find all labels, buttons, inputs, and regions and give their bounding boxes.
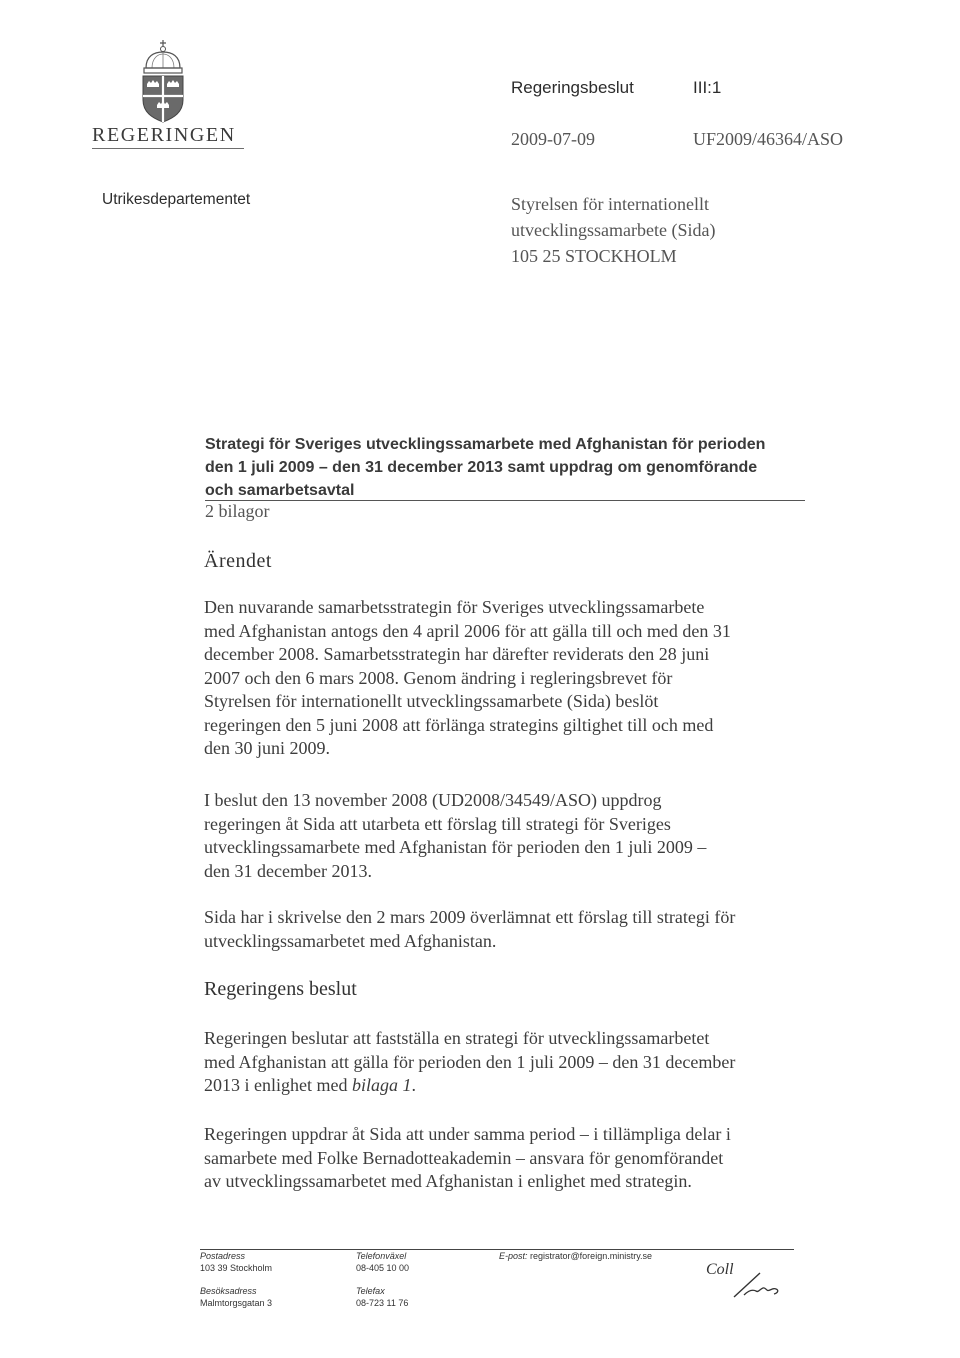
subject-divider [205, 500, 805, 501]
footer-value: 08-723 11 76 [356, 1298, 409, 1308]
paragraph-line: regeringen den 5 juni 2008 att förlänga strategins giltighet till och med [204, 714, 714, 735]
recipient-line: utvecklingssamarbete (Sida) [511, 220, 716, 240]
paragraph-line: den 30 juni 2009. [204, 738, 330, 758]
footer-postal-address [200, 1250, 272, 1274]
paragraph-line: Den nuvarande samarbetsstrategin för Sveriges utvecklingssamarbete [204, 597, 705, 617]
paragraph-line: Sida har i skrivelse den 2 mars 2009 överlämnat ett förslag till strategi för [204, 907, 736, 927]
paragraph-line: Regeringen uppdrar åt Sida att under samma period – i tillämpliga delar i [204, 1124, 731, 1144]
footer-divider [200, 1249, 794, 1250]
footer-value: Malmtorgsgatan 3 [200, 1298, 273, 1308]
subject-heading [205, 433, 805, 502]
paragraph-line: med Afghanistan antogs den 4 april 2006 för att gälla till och med den 31 [204, 620, 731, 641]
footer-visiting-address [200, 1285, 272, 1309]
footer-label: Telefonväxel [356, 1251, 407, 1261]
paragraph-line: regeringen åt Sida att utarbeta ett förslag till strategi för Sveriges [204, 813, 671, 834]
paragraph-line: utvecklingssamarbete med Afghanistan för perioden den 1 juli 2009 – [204, 837, 707, 857]
paragraph-line: 2007 och den 6 mars 2008. Genom ändring i regleringsbrevet för [204, 667, 673, 688]
subject-line: Strategi för Sveriges utvecklingssamarbete med Afghanistan för perioden [205, 436, 766, 453]
document-number: III:1 [693, 78, 722, 97]
footer-label: Besöksadress [200, 1286, 257, 1296]
text-span: 2013 i enlighet med [204, 1075, 352, 1095]
paragraph-line: den 31 december 2013. [204, 860, 372, 881]
reference-number: UF2009/46364/ASO [693, 129, 844, 149]
attachment-reference: bilaga 1 [351, 1075, 412, 1095]
department-name: Utrikesdepartementet [102, 191, 251, 208]
subject-line: den 1 juli 2009 – den 31 december 2013 samt uppdrag om genomförande [205, 459, 758, 476]
footer-value: 08-405 10 00 [356, 1263, 410, 1273]
paragraph-line: I beslut den 13 november 2008 (UD2008/34549/ASO) uppdrog [204, 790, 662, 810]
document-type: Regeringsbeslut [511, 78, 634, 97]
footer-label: E-post: [499, 1251, 528, 1261]
footer-phone [356, 1250, 409, 1274]
paragraph [204, 789, 794, 883]
paragraph [204, 1123, 794, 1194]
section-heading-arendet: Ärendet [204, 550, 272, 572]
paragraph-line: med Afghanistan att gälla för perioden den 1 juli 2009 – den 31 december [204, 1051, 736, 1072]
recipient-line: 105 25 STOCKHOLM [511, 246, 677, 266]
footer-value: registrator@foreign.ministry.se [530, 1251, 653, 1261]
footer-value: 103 39 Stockholm [200, 1263, 273, 1273]
paragraph-line: december 2008. Samarbetsstrategin har därefter reviderats den 28 juni [204, 644, 710, 664]
paragraph-line: Styrelsen för internationellt utvecklingssamarbete (Sida) beslöt [204, 691, 659, 711]
paragraph-line: av utvecklingssamarbetet med Afghanistan i enlighet med strategin. [204, 1171, 692, 1191]
handwritten-note [700, 1255, 795, 1310]
logo-text: REGERINGEN [92, 124, 244, 149]
paragraph-line: Regeringen beslutar att fastställa en strategi för utvecklingssamarbetet [204, 1028, 710, 1048]
footer-fax [356, 1285, 408, 1309]
attachments-count: 2 bilagor [205, 501, 270, 521]
paragraph [204, 1027, 794, 1098]
footer-label: Postadress [200, 1251, 246, 1261]
document-date: 2009-07-09 [511, 129, 595, 149]
paragraph [204, 906, 794, 953]
recipient-address [511, 191, 715, 269]
footer-label: Telefax [356, 1286, 385, 1296]
footer-email [499, 1250, 652, 1262]
handwritten-text: Coll [706, 1261, 734, 1278]
paragraph [204, 596, 794, 761]
text-span: . [411, 1075, 416, 1095]
recipient-line: Styrelsen för internationellt [511, 194, 709, 214]
paragraph-line: utvecklingssamarbetet med Afghanistan. [204, 930, 497, 951]
swedish-coat-of-arms-icon [134, 38, 192, 124]
paragraph-line [204, 1074, 794, 1098]
section-heading-regeringens-beslut: Regeringens beslut [204, 978, 357, 1000]
paragraph-line: samarbete med Folke Bernadotteakademin – ansvara för genomförandet [204, 1147, 724, 1168]
regeringen-logo [92, 38, 252, 146]
subject-line: och samarbetsavtal [205, 482, 355, 499]
